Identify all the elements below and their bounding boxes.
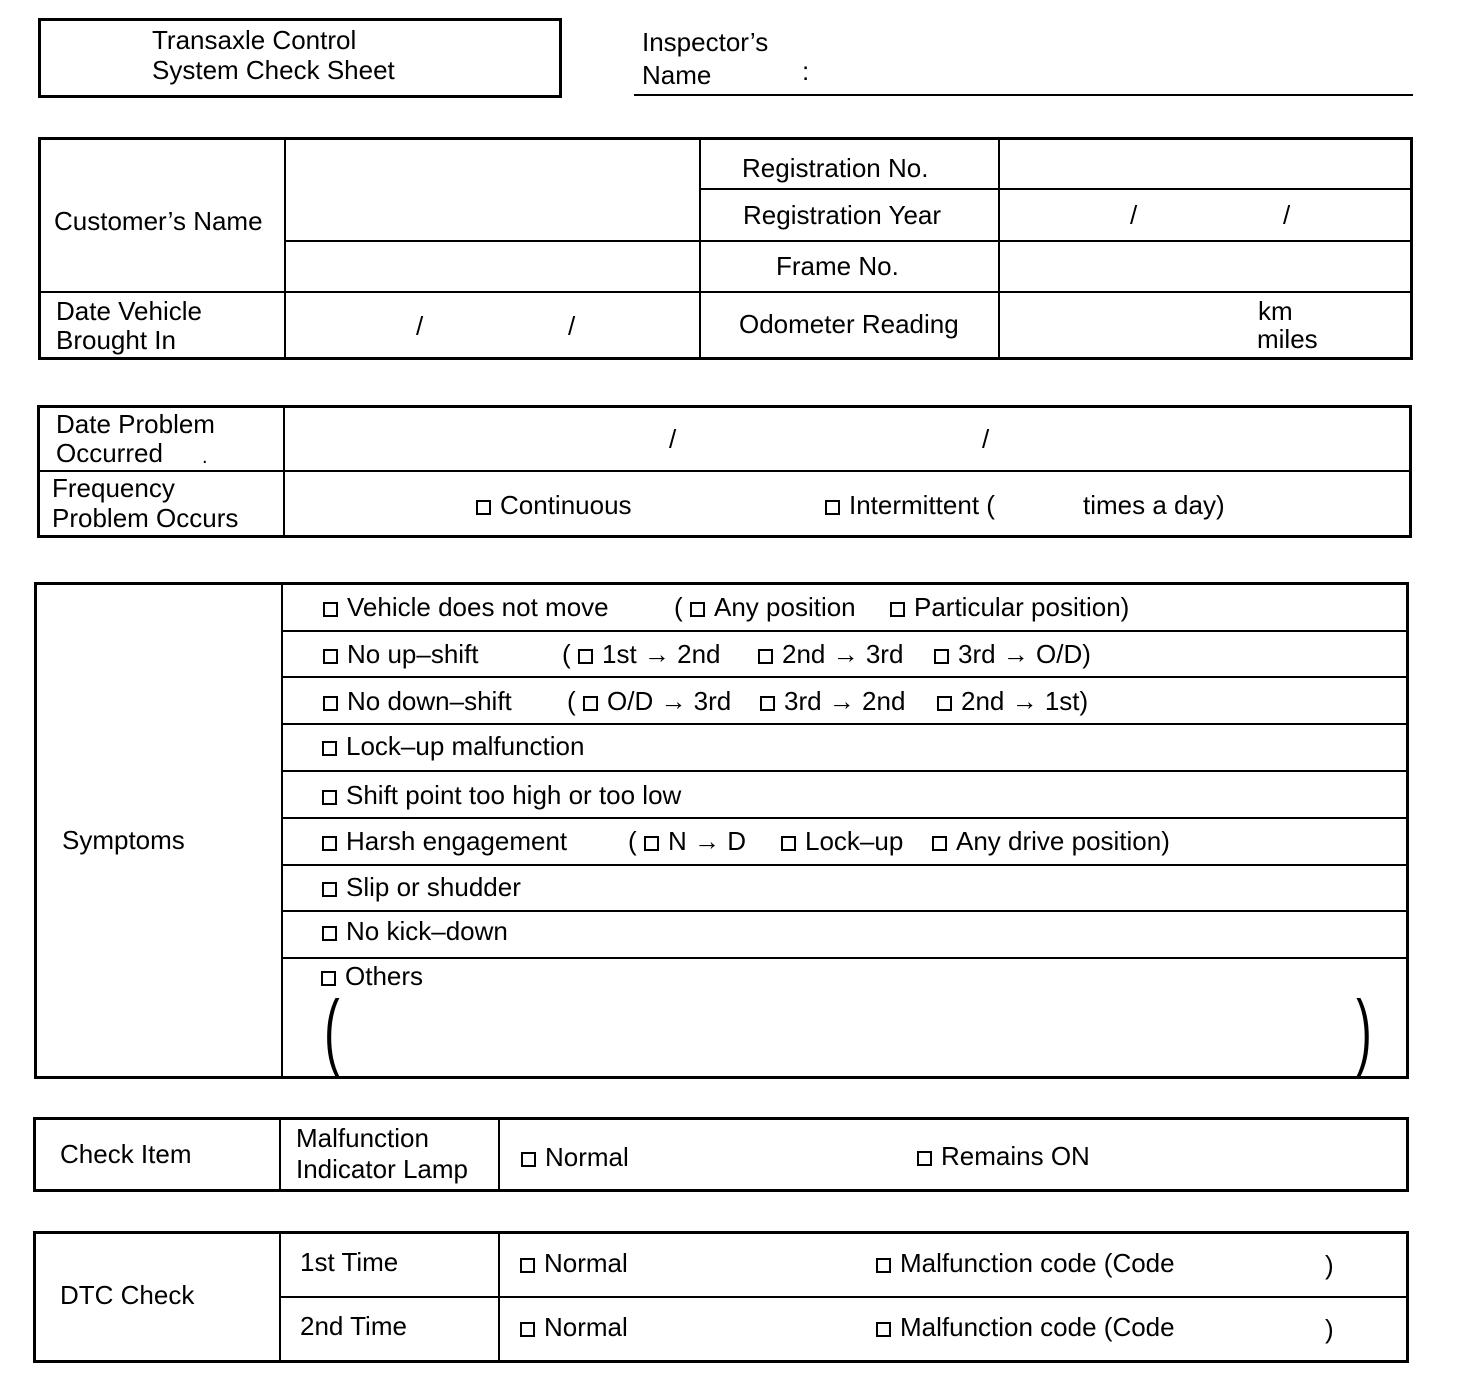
dtc-2nd-time-label: 2nd Time [300, 1311, 407, 1341]
inspector-label-line-2: Name [642, 60, 712, 90]
checkbox-icon[interactable] [934, 649, 949, 664]
option-3rd-2nd[interactable]: 3rd → 2nd [760, 686, 905, 716]
checkbox-icon[interactable] [781, 836, 796, 851]
frequency-label-1: Frequency [52, 473, 175, 503]
malfunction-lamp-label-1: Malfunction [296, 1123, 429, 1153]
symptom-open-paren: ( [562, 639, 571, 669]
checkbox-icon[interactable] [876, 1258, 891, 1273]
date-brought-in-sep-2: / [568, 311, 576, 341]
checkbox-icon[interactable] [583, 696, 598, 711]
symptom-no-kick-down[interactable]: No kick–down [322, 916, 508, 946]
checkbox-icon[interactable] [322, 741, 337, 756]
times-a-day-label: times a day) [1083, 490, 1225, 520]
registration-year-label: Registration Year [743, 200, 942, 230]
symptom-shift-point[interactable]: Shift point too high or too low [322, 780, 681, 810]
checkbox-icon[interactable] [760, 696, 775, 711]
date-occurred-label-1: Date Problem [56, 409, 215, 439]
checkbox-icon[interactable] [322, 926, 337, 941]
checkbox-icon[interactable] [521, 1152, 536, 1167]
checkbox-icon[interactable] [323, 602, 338, 617]
symptom-slip-or-shudder[interactable]: Slip or shudder [322, 872, 521, 902]
title-line-1: Transaxle Control [152, 25, 357, 55]
symptom-no-down-shift[interactable]: No down–shift [323, 686, 512, 716]
option-3rd-od[interactable]: 3rd → O/D) [934, 639, 1091, 669]
registration-year-sep-1: / [1130, 200, 1138, 230]
checkbox-icon[interactable] [322, 882, 337, 897]
frequency-label-2: Problem Occurs [52, 503, 239, 533]
option-od-3rd[interactable]: O/D → 3rd [583, 686, 731, 716]
dtc-1st-malfunction-option[interactable]: Malfunction code (Code [876, 1248, 1175, 1278]
symptom-lock-up-malfunction[interactable]: Lock–up malfunction [322, 731, 584, 761]
option-2nd-3rd[interactable]: 2nd → 3rd [758, 639, 903, 669]
unit-km[interactable]: km [1258, 296, 1293, 326]
checkbox-icon[interactable] [932, 836, 947, 851]
title-line-2: System Check Sheet [152, 55, 395, 85]
option-n-d[interactable]: N → D [644, 826, 746, 856]
odometer-label: Odometer Reading [739, 309, 959, 339]
checkbox-icon[interactable] [520, 1322, 535, 1337]
date-brought-in-sep-1: / [416, 311, 424, 341]
symptom-vehicle-does-not-move[interactable]: Vehicle does not move [323, 592, 609, 622]
option-2nd-1st[interactable]: 2nd → 1st) [937, 686, 1088, 716]
registration-year-sep-2: / [1283, 200, 1291, 230]
malfunction-lamp-label-2: Indicator Lamp [296, 1154, 468, 1184]
customer-name-field-2[interactable] [290, 246, 694, 288]
registration-no-label: Registration No. [742, 153, 929, 183]
others-close-paren: ) [1356, 983, 1372, 1077]
option-any-position[interactable]: Any position [690, 592, 856, 622]
checkbox-icon[interactable] [322, 836, 337, 851]
others-open-paren: ( [324, 983, 340, 1077]
checkbox-icon[interactable] [322, 790, 337, 805]
intermittent-option[interactable]: Intermittent ( [825, 490, 995, 520]
registration-no-field[interactable] [1004, 142, 1408, 184]
date-occurred-label-2: Occurred [56, 438, 163, 468]
checkbox-icon[interactable] [876, 1322, 891, 1337]
date-occurred-sep-2: / [982, 424, 990, 454]
checkbox-icon[interactable] [476, 500, 491, 515]
date-occurred-dot: . [202, 446, 208, 468]
checkbox-icon[interactable] [323, 696, 338, 711]
inspector-colon: : [802, 56, 810, 86]
symptom-open-paren: ( [567, 686, 576, 716]
date-occurred-sep-1: / [669, 424, 677, 454]
option-any-drive-position[interactable]: Any drive position) [932, 826, 1170, 856]
checkbox-icon[interactable] [323, 649, 338, 664]
customer-name-label: Customer’s Name [54, 206, 263, 236]
date-brought-in-label-1: Date Vehicle [56, 296, 202, 326]
continuous-option[interactable]: Continuous [476, 490, 632, 520]
checkbox-icon[interactable] [937, 696, 952, 711]
checkbox-icon[interactable] [890, 602, 905, 617]
symptom-open-paren: ( [628, 826, 637, 856]
check-item-label: Check Item [60, 1139, 192, 1169]
others-input-field[interactable] [360, 996, 1345, 1068]
symptoms-label: Symptoms [62, 825, 185, 855]
dtc-2nd-normal-option[interactable]: Normal [520, 1312, 628, 1342]
dtc-2nd-close-paren: ) [1325, 1314, 1334, 1344]
inspector-name-line[interactable] [634, 94, 1413, 96]
customer-name-field-1[interactable] [290, 142, 694, 236]
dtc-2nd-malfunction-option[interactable]: Malfunction code (Code [876, 1312, 1175, 1342]
checkbox-icon[interactable] [644, 836, 659, 851]
option-lock-up[interactable]: Lock–up [781, 826, 903, 856]
frame-no-field[interactable] [1004, 246, 1408, 288]
option-1st-2nd[interactable]: 1st → 2nd [578, 639, 721, 669]
symptom-open-paren: ( [674, 592, 683, 622]
frame-no-label: Frame No. [776, 251, 899, 281]
symptom-harsh-engagement[interactable]: Harsh engagement [322, 826, 567, 856]
checkbox-icon[interactable] [825, 500, 840, 515]
inspector-label-line-1: Inspector’s [642, 27, 769, 57]
check-item-table [33, 1117, 1409, 1192]
checkbox-icon[interactable] [520, 1258, 535, 1273]
dtc-1st-close-paren: ) [1325, 1250, 1334, 1280]
date-brought-in-label-2: Brought In [56, 325, 176, 355]
lamp-remains-on-option[interactable]: Remains ON [917, 1141, 1090, 1171]
unit-miles[interactable]: miles [1257, 324, 1318, 354]
checkbox-icon[interactable] [758, 649, 773, 664]
checkbox-icon[interactable] [690, 602, 705, 617]
option-particular-position[interactable]: Particular position) [890, 592, 1129, 622]
checkbox-icon[interactable] [578, 649, 593, 664]
symptom-others[interactable]: Others [321, 961, 423, 991]
lamp-normal-option[interactable]: Normal [521, 1142, 629, 1172]
checkbox-icon[interactable] [917, 1151, 932, 1166]
dtc-1st-normal-option[interactable]: Normal [520, 1248, 628, 1278]
symptom-no-up-shift[interactable]: No up–shift [323, 639, 479, 669]
dtc-check-label: DTC Check [60, 1280, 195, 1310]
dtc-1st-time-label: 1st Time [300, 1247, 399, 1277]
